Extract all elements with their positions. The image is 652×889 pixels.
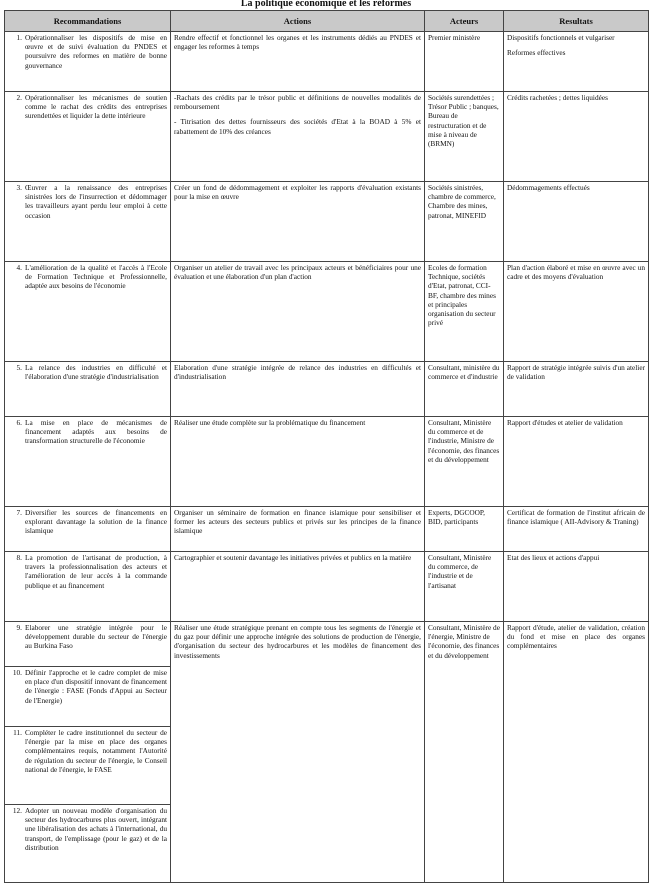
- action-cell: Réaliser une étude stratégique prenant en compte tous les segments de l'énergie et du gaz pour définir une approche intégrée des solutions de production de l'énergie, d'organisation du secteur des hydrocarbures et les modèles de financement des investissements: [171, 622, 425, 883]
- table-row: [5, 507, 649, 552]
- recommendation-cell: 12. Adopter un nouveau modèle d'organisation du secteur des hydrocarbures plus ouvert, intégrant une libéralisation des achats à l'international, du transport, de l'emplissage (pour le gaz) et de la distribution: [5, 805, 171, 883]
- actors-cell: Consultant, ministère du commerce et d'industrie: [425, 362, 504, 417]
- table-row: [5, 417, 649, 507]
- recommendation-cell: 3. Œuvrer a la renaissance des entreprises sinistrées lors de l'insurrection et dédommager les travailleurs ayant perdu leur emploi à cette occasion: [5, 182, 171, 262]
- actors-cell: Sociétés surendettées ; Trésor Public ; banques, Bureau de restructuration et de mise à niveau de (BRMN): [425, 92, 504, 182]
- result-cell: Rapport d'études et atelier de validation: [504, 417, 649, 507]
- actors-cell: Consultant, Ministère du commerce, de l'industrie et de l'artisanat: [425, 552, 504, 622]
- recommendation-cell: 11. Compléter le cadre institutionnel du secteur de l'énergie par la mise en place des organes complémentaires requis, notamment l'Autorité de régulation du secteur de l'énergie, le Conseil national de l'énergie, le FASE: [5, 727, 171, 805]
- recommendation-cell: 9. Elaborer une stratégie intégrée pour le développement durable du secteur de l'énergie au Burkina Faso: [5, 622, 171, 667]
- action-cell: Réaliser une étude complète sur la problématique du financement: [171, 417, 425, 507]
- table-row: [5, 182, 649, 262]
- page-title: La politique économique et les réformes: [240, 0, 412, 9]
- actors-cell: Consultant, Ministère du commerce et de l'industrie, Ministre de l'économie, des finances et du développement: [425, 417, 504, 507]
- result-cell: Dispositifs fonctionnels et vulgariser Reformes effectives: [504, 32, 649, 92]
- action-cell: -Rachats des crédits par le trésor public et définitions de nouvelles modalités de remboursement - Titrisation des dettes fournisseurs des sociétés d'Etat à la BOAD à 5% et rabattement de 10% des créances: [171, 92, 425, 182]
- recommendations-table: [4, 10, 649, 883]
- header-resultats: Resultats: [504, 11, 649, 32]
- table-row: [5, 552, 649, 622]
- actors-cell: Experts, DGCOOP, BID, participants: [425, 507, 504, 552]
- recommendation-cell: 4. L'amélioration de la qualité et l'accès à l'Ecole de Formation Technique et Professionnelle, adaptée aux besoins de l'économie: [5, 262, 171, 362]
- header-recommandations: Recommandations: [5, 11, 171, 32]
- recommendation-cell: 10. Définir l'approche et le cadre complet de mise en place d'un dispositif innovant de financement de l'énergie : FASE (Fonds d'Appui au Secteur de l'Energie): [5, 667, 171, 727]
- recommendation-cell: 5. La relance des industries en difficulté et l'élaboration d'une stratégie d'industrialisation: [5, 362, 171, 417]
- action-cell: Cartographier et soutenir davantage les initiatives privées et publics en la matière: [171, 552, 425, 622]
- actors-cell: Sociétés sinistrées, chambre de commerce, Chambre des mines, patronat, MINEFID: [425, 182, 504, 262]
- table-row: [5, 362, 649, 417]
- result-cell: Rapport d'étude, atelier de validation, création du fond et mise en place des organes complémentaires: [504, 622, 649, 883]
- result-cell: Plan d'action élaboré et mise en œuvre avec un cadre et des moyens d'évaluation: [504, 262, 649, 362]
- table-header-row: [5, 11, 649, 32]
- actors-cell: Ecoles de formation Technique, sociétés d'Etat, patronat, CCI-BF, chambre des mines et principales organisation du secteur privé: [425, 262, 504, 362]
- result-cell: Etat des lieux et actions d'appui: [504, 552, 649, 622]
- table-row: [5, 92, 649, 182]
- action-cell: Organiser un séminaire de formation en finance islamique pour sensibiliser et former les acteurs des secteurs publics et privés sur les principes de la finance islamique: [171, 507, 425, 552]
- table-row: [5, 32, 649, 92]
- result-cell: Dédommagements effectués: [504, 182, 649, 262]
- result-cell: Certificat de formation de l'institut africain de finance islamique ( AII-Advisory & Traning): [504, 507, 649, 552]
- action-cell: Créer un fond de dédommagement et exploiter les rapports d'évaluation existants pour la mise en œuvre: [171, 182, 425, 262]
- result-cell: Crédits rachetées ; dettes liquidées: [504, 92, 649, 182]
- recommendation-cell: 2. Opérationnaliser les mécanismes de soutien comme le rachat des crédits des entreprises surendettées et liquider la dette intérieure: [5, 92, 171, 182]
- action-cell: Rendre effectif et fonctionnel les organes et les instruments dédiés au PNDES et engager les reformes à temps: [171, 32, 425, 92]
- result-cell: Rapport de stratégie intégrée suivis d'un atelier de validation: [504, 362, 649, 417]
- table-row: [5, 622, 649, 667]
- recommendation-cell: 7. Diversifier les sources de financements en explorant davantage la solution de la finance islamique: [5, 507, 171, 552]
- action-cell: Organiser un atelier de travail avec les principaux acteurs et bénéficiaires pour une évaluation et une élaboration d'un plan d'action: [171, 262, 425, 362]
- header-acteurs: Acteurs: [425, 11, 504, 32]
- recommendation-cell: 1. Opérationnaliser les dispositifs de mise en œuvre et de suivi évaluation du PNDES et poursuivre des reformes en matière de bonne gouvernance: [5, 32, 171, 92]
- actors-cell: Consultant, Ministère de l'énergie, Ministre de l'économie, des finances et du développement: [425, 622, 504, 883]
- recommendation-cell: 6. La mise en place de mécanismes de financement adaptés aux besoins de transformation structurelle de l'économie: [5, 417, 171, 507]
- recommendation-cell: 8. La promotion de l'artisanat de production, à travers la professionnalisation des acteurs et l'amélioration de leur accès à la commande publique et au financement: [5, 552, 171, 622]
- action-cell: Elaboration d'une stratégie intégrée de relance des industries en difficultés et d'industrialisation: [171, 362, 425, 417]
- table-row: [5, 262, 649, 362]
- header-actions: Actions: [171, 11, 425, 32]
- actors-cell: Premier ministère: [425, 32, 504, 92]
